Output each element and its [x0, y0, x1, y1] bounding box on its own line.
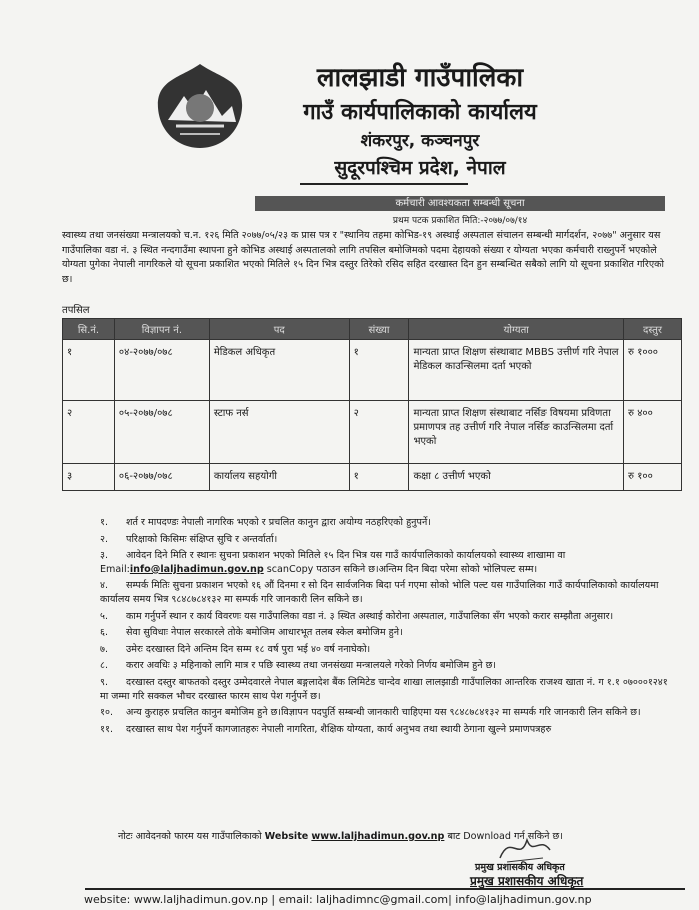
condition-item: ३. आवेदन दिने मिति र स्थानः सुचना प्रकाशन भएको मितिले १५ दिन भित्र यस गाउँ कार्यपालिकाको कार्यालयको स्वास्थ्य शाखामा वा Email:info@laljhadimun.gov.np scanCopy पठाउन सकिने छ।अन्तिम दिन बिदा परेमा सोको भोलिपल्ट सम्म।: [100, 550, 566, 575]
col-header-count: संख्या: [349, 319, 409, 340]
col-header-qualification: योग्यता: [409, 319, 624, 340]
condition-item: १०. अन्य कुराहरु प्रचलित कानुन बमोजिम हुने छ।विज्ञापन पदपुर्ति सम्बन्धी जानकारी चाहिएमा यस ९८४८७८४१३२ मा सम्पर्क गरि जानकारी लिन सकिने छ।: [100, 707, 641, 719]
condition-item: १. शर्त र मापदण्डः नेपाली नागरिक भएको र प्रचलित कानुन द्वारा अयोग्य नठहरिएको हुनुपर्ने।: [100, 517, 431, 528]
cell-post: मेडिकल अधिकृत: [209, 340, 349, 401]
condition-item: ५. काम गर्नुपर्ने स्थान र कार्य विवरणः यस गाउँपालिका वडा नं. ३ स्थित अस्थाई कोरोना अस्पताल, गाउँपालिका सँग भएको करार सम्झौता अनुसार।: [100, 610, 614, 622]
cell-ad-no: ०६-२०७७/०७८: [114, 464, 209, 491]
condition-item: ४. सम्पर्क मितिः सुचना प्रकाशन भएको १६ औं दिनमा र सो दिन सार्वजनिक बिदा पर्न गएमा सोको भोलि पल्ट यस गाउँपालिका गाउँ कार्यपालिकाको कार्यालयमा कार्यालय समय भित्र ९८४८७८४१३२ मा सम्पर्क गरि जानकारी लिन सकिने छ।: [100, 580, 659, 605]
table-header-row: [63, 319, 682, 340]
cell-ad-no: ०५-२०७७/०७८: [114, 401, 209, 464]
table-row: [63, 464, 682, 491]
cell-post: स्टाफ नर्स: [209, 401, 349, 464]
col-header-sn: सि.नं.: [63, 319, 115, 340]
footer-divider: [85, 888, 685, 890]
signatory-title-small: प्रमुख प्रशासकीय अधिकृत: [475, 862, 565, 873]
condition-item: ७. उमेरः दरखास्त दिने अन्तिम दिन सम्म १८ वर्ष पुरा भई ४० वर्ष ननाघेको।: [100, 643, 371, 655]
cell-sn: १: [63, 340, 115, 401]
cell-ad-no: ०४-२०७७/०७८: [114, 340, 209, 401]
signatory-title: प्रमुख प्रशासकीय अधिकृत: [470, 874, 584, 888]
website-link[interactable]: www.laljhadimun.gov.np: [311, 831, 445, 842]
header-divider: [300, 183, 468, 185]
condition-item: ९. दरखास्त दस्तुर बाफतको दस्तुर उम्मेदवारले नेपाल बङ्गलादेश बैंक लिमिटेड चान्देव शाखा लालझाडी गाउँपालिका आन्तरिक राजश्व खाता नं. ग १.१ ०७०००१२४१ मा जम्मा गरि सक्कल भौचर दरखास्त फारम साथ पेश गर्नुपर्ने छ।: [100, 676, 668, 702]
note-line: नोटः आवेदनको फारम यस गाउँपालिकाको Website www.laljhadimun.gov.np बाट Download गर्न सकिने छ।: [118, 831, 563, 842]
cell-qualification: मान्यता प्राप्त शिक्षण संस्थाबाट नर्सिङ विषयमा प्रविणता प्रमाणपत्र तह उत्तीर्ण गरि नेपाल नर्सिङ काउन्सिलमा दर्ता भएको: [409, 401, 624, 464]
location-line: शंकरपुर, कञ्चनपुर: [360, 131, 480, 151]
cell-count: २: [349, 401, 409, 464]
province-line: सुदूरपश्चिम प्रदेश, नेपाल: [334, 157, 506, 179]
cell-count: १: [349, 464, 409, 491]
conditions-list: [100, 516, 670, 739]
publish-date: प्रथम पटक प्रकाशित मिति:-२०७७/०७/१४: [392, 216, 528, 226]
notice-banner: कर्मचारी आवश्यकता सम्बन्धी सूचना: [255, 196, 665, 211]
vacancy-table: [62, 318, 682, 491]
schedule-label: तपसिल: [62, 305, 90, 316]
table-row: [63, 340, 682, 401]
condition-item: ११. दरखास्त साथ पेश गर्नुपर्ने कागजातहरुः नेपाली नागरिता, शैक्षिक योग्यता, कार्य अनुभव तथा स्थायी ठेगाना खुल्ने प्रमाणपत्रहरु: [100, 723, 552, 735]
cell-qualification: मान्यता प्राप्त शिक्षण संस्थाबाट MBBS उत्तीर्ण गरि नेपाल मेडिकल काउन्सिलमा दर्ता भएको: [409, 340, 624, 401]
col-header-post: पद: [209, 319, 349, 340]
municipality-emblem-icon: [150, 60, 250, 152]
condition-item: २. परिक्षाको किसिमः संक्षिप्त सुचि र अन्तर्वार्ता।: [100, 533, 278, 545]
footer-contact: website: www.laljhadimun.gov.np | email: laljhadimnc@gmail.com| info@laljhadimun.gov.np: [84, 893, 592, 906]
cell-fee: रु १००: [624, 464, 682, 491]
cell-qualification: कक्षा ८ उत्तीर्ण भएको: [409, 464, 624, 491]
intro-paragraph: स्वास्थ्य तथा जनसंख्या मन्त्रालयको च.न. १२६ मिति २०७७/०५/२३ क प्रास पत्र र "स्थानिय तहमा कोभिड-१९ अस्थाई अस्पताल संचालन सम्बन्धी मार्गदर्शन, २०७७" अनुसार यस गाउँपालिका वडा नं. ३ स्थित नन्दगाउँमा स्थापना हुने कोभिड अस्थाई अस्पतालको लागि तपसिल बमोजिमको पदमा देहायको संख्या र योग्यता भएका कर्मचारी राख्नुपर्ने भएकोले योग्यता पुगेका नेपाली नागरिकले यो सूचना प्रकाशित भएको मितिले १५ दिन भित्र दस्तुर तिरेको रसिद सहित दरखास्त दिन हुन सम्बन्धित सबैको लागि यो सूचना प्रकाशित गरिएको छ।: [62, 230, 664, 286]
cell-sn: ३: [63, 464, 115, 491]
cell-count: १: [349, 340, 409, 401]
email-link[interactable]: info@laljhadimun.gov.np: [129, 563, 264, 575]
municipality-title: लालझाडी गाउँपालिका: [316, 63, 524, 93]
condition-item: ८. करार अवधिः ३ महिनाको लागि मात्र र पछि स्वास्थ्य तथा जनसंख्या मन्त्रालयले गरेको निर्णय बमोजिम हुने छ।: [100, 660, 496, 672]
col-header-ad-no: विज्ञापन नं.: [114, 319, 209, 340]
cell-sn: २: [63, 401, 115, 464]
col-header-fee: दस्तुर: [624, 319, 682, 340]
office-title: गाउँ कार्यपालिकाको कार्यालय: [303, 100, 537, 125]
condition-item: ६. सेवा सुविधाः नेपाल सरकारले तोके बमोजिम आधारभूत तलब स्केल बमोजिम हुने।: [100, 627, 403, 639]
table-row: [63, 401, 682, 464]
cell-post: कार्यालय सहयोगी: [209, 464, 349, 491]
cell-fee: रु १०००: [624, 340, 682, 401]
cell-fee: रु ४००: [624, 401, 682, 464]
